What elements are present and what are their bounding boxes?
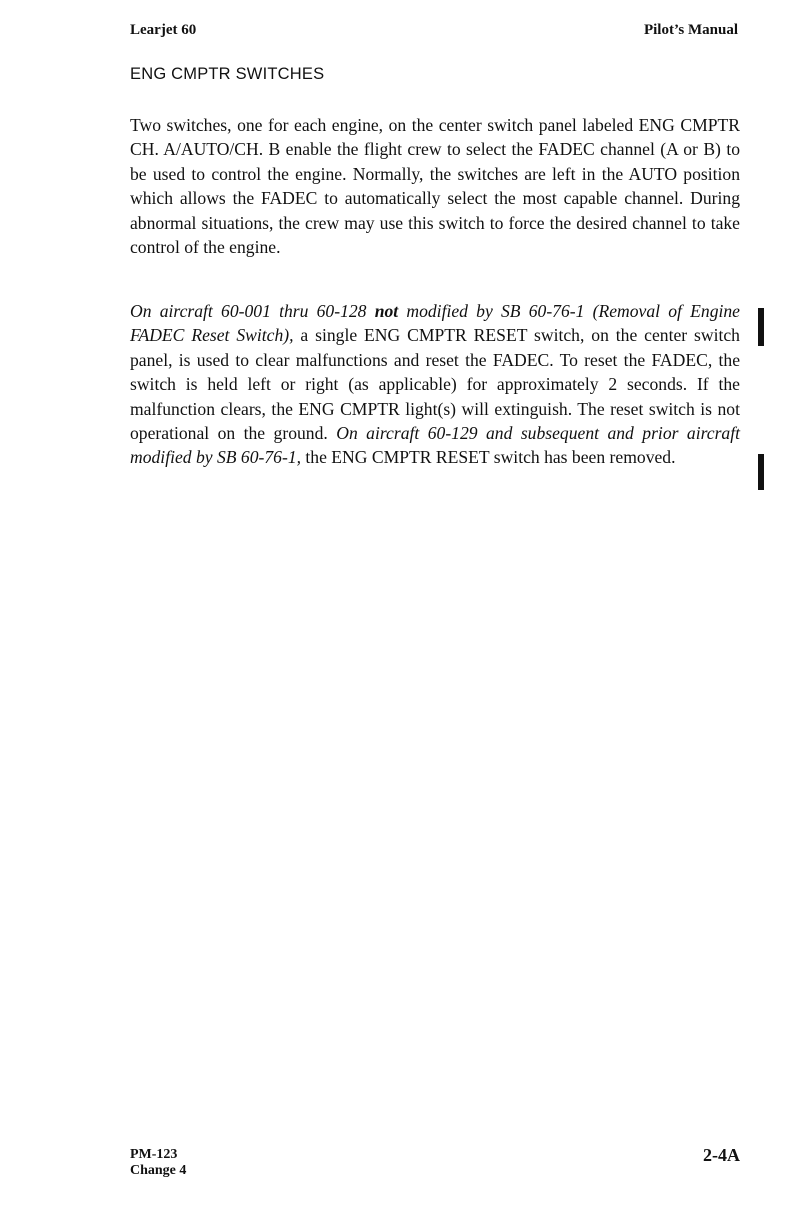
emphasis-not: not <box>374 301 399 321</box>
section-heading: ENG CMPTR SWITCHES <box>130 65 325 83</box>
header-manual-title: Pilot’s Manual <box>643 22 738 38</box>
footer-doc-number: PM-123 <box>130 1147 178 1162</box>
paragraph-body-a: a single ENG CMPTR RESET switch, on the center switch panel, is used to clear malfunctions and reset the FADEC. To reset the FADEC, the switch is held left or right (as applicable) for approximately 2 seconds. If the malfunction clears, the ENG CMPTR light(s) will extinguish. The reset switch is not operational on the ground. <box>130 325 740 444</box>
footer-page-number: 2-4A <box>703 1145 740 1165</box>
paragraph-channel-switches: Two switches, one for each engine, on the center switch panel labeled ENG CMPTR CH. A/AUTO/CH. B enable the flight crew to select the FADEC channel (A or B) to be used to control the engine. Normally, the switches are left in the AUTO position which allows the FADEC to automatically select the most capable channel. During abnormal situations, the crew may use this switch to force the desired channel to take control of the engine. <box>130 115 740 258</box>
effectivity-mid: On aircraft 60-129 and subsequent and prior aircraft modified by SB 60-76-1, <box>130 423 741 468</box>
revision-change-bar <box>758 308 764 346</box>
effectivity-intro-a: On aircraft 60-001 thru 60-128 <box>130 301 375 321</box>
revision-change-bar <box>758 454 764 490</box>
header-aircraft-model: Learjet 60 <box>130 22 197 38</box>
paragraph-body-b: the ENG CMPTR RESET switch has been removed. <box>301 447 676 468</box>
footer-change: Change 4 <box>130 1163 187 1178</box>
effectivity-intro-b: modified by SB 60-76-1 (Removal of Engine FADEC Reset Switch), <box>130 301 740 346</box>
paragraph-reset-switch <box>130 299 740 470</box>
